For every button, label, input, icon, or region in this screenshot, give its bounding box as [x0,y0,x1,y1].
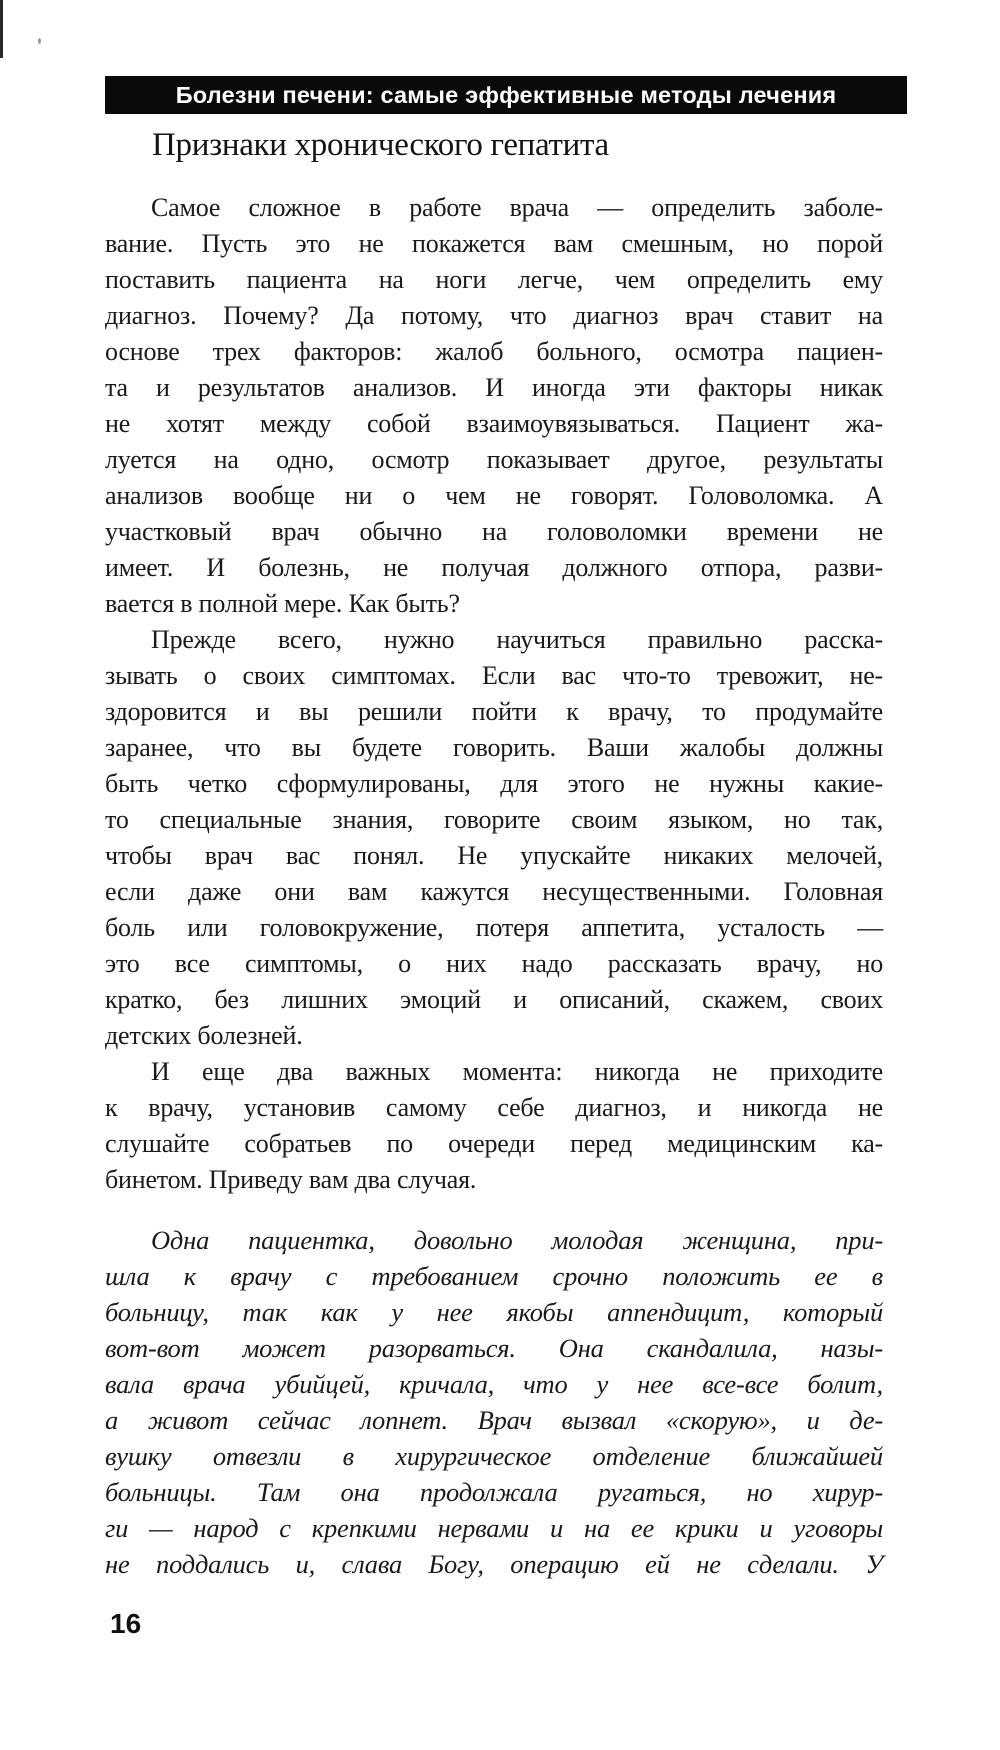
text-line: больницу, так как у нее якобы аппендицит, который [105,1297,883,1327]
paragraph [105,1054,883,1198]
text-line: быть четко сформулированы, для этого не нужны какие- [105,769,883,798]
text-line: чтобы врач вас понял. Не упускайте никаких мелочей, [105,841,883,870]
text-line: вушку отвезли в хирургическое отделение ближайшей [105,1441,883,1471]
text-line: то специальные знания, говорите своим языком, но так, [105,805,883,834]
text-line: детских болезней. [105,1021,303,1050]
text-line: диагноз. Почему? Да потому, что диагноз врач ставит на [105,301,883,330]
text-line: участковый врач обычно на головоломки времени не [105,517,883,546]
text-line: шла к врачу с требованием срочно положить ее в [105,1261,883,1291]
text-line: та и результатов анализов. И иногда эти факторы никак [105,373,883,402]
paragraph [105,190,883,622]
scan-speck [38,38,41,44]
text-line: заранее, что вы будете говорить. Ваши жалобы должны [105,733,883,762]
scan-edge-artifact [0,0,3,58]
text-line: здоровится и вы решили пойти к врачу, то продумайте [105,697,883,726]
text-line: вала врача убийцей, кричала, что у нее все-все болит, [105,1369,883,1399]
text-line: вание. Пусть это не покажется вам смешным, но порой [105,229,883,258]
text-line: кратко, без лишних эмоций и описаний, скажем, своих [105,985,883,1014]
text-line: бинетом. Приведу вам два случая. [105,1165,477,1194]
text-line: больницы. Там она продолжала ругаться, но хирур- [105,1477,883,1507]
text-line: а живот сейчас лопнет. Врач вызвал «скорую», и де- [105,1405,883,1435]
body-text [105,190,883,1582]
text-line: это все симптомы, о них надо рассказать врачу, но [105,949,883,978]
text-line: если даже они вам кажутся несущественными. Головная [105,877,883,906]
text-line: поставить пациента на ноги легче, чем определить ему [105,265,883,294]
text-line: ги — народ с крепкими нервами и на ее крики и уговоры [105,1513,883,1543]
page-number: 16 [110,1608,142,1639]
text-line: вот-вот может разорваться. Она скандалила, назы- [105,1333,883,1363]
text-line: не хотят между собой взаимоувязываться. Пациент жа- [105,409,883,438]
text-line: анализов вообще ни о чем не говорят. Головоломка. А [105,481,883,510]
paragraph [105,1222,883,1582]
chapter-header-text: Болезни печени: самые эффективные методы лечения [175,81,837,108]
chapter-header-banner [105,76,907,114]
text-line: Одна пациентка, довольно молодая женщина, при- [151,1225,883,1255]
text-line: к врачу, установив самому себе диагноз, и никогда не [105,1093,883,1122]
text-line: И еще два важных момента: никогда не приходите [151,1057,883,1086]
text-line: вается в полной мере. Как быть? [105,589,460,618]
text-line: луется на одно, осмотр показывает другое, результаты [105,445,883,474]
text-line: Прежде всего, нужно научиться правильно расска- [151,625,883,654]
text-line: имеет. И болезнь, не получая должного отпора, разви- [105,553,883,582]
text-line: основе трех факторов: жалоб больного, осмотра пациен- [105,337,883,366]
text-line: не поддались и, слава Богу, операцию ей не сделали. У [105,1549,883,1579]
text-line: боль или головокружение, потеря аппетита, усталость — [105,913,883,942]
section-title: Признаки хронического гепатита [152,127,609,163]
paragraph [105,622,883,1054]
text-line: Самое сложное в работе врача — определить заболе- [151,193,883,222]
text-line: слушайте собратьев по очереди перед медицинским ка- [105,1129,883,1158]
text-line: зывать о своих симптомах. Если вас что-то тревожит, не- [105,661,883,690]
